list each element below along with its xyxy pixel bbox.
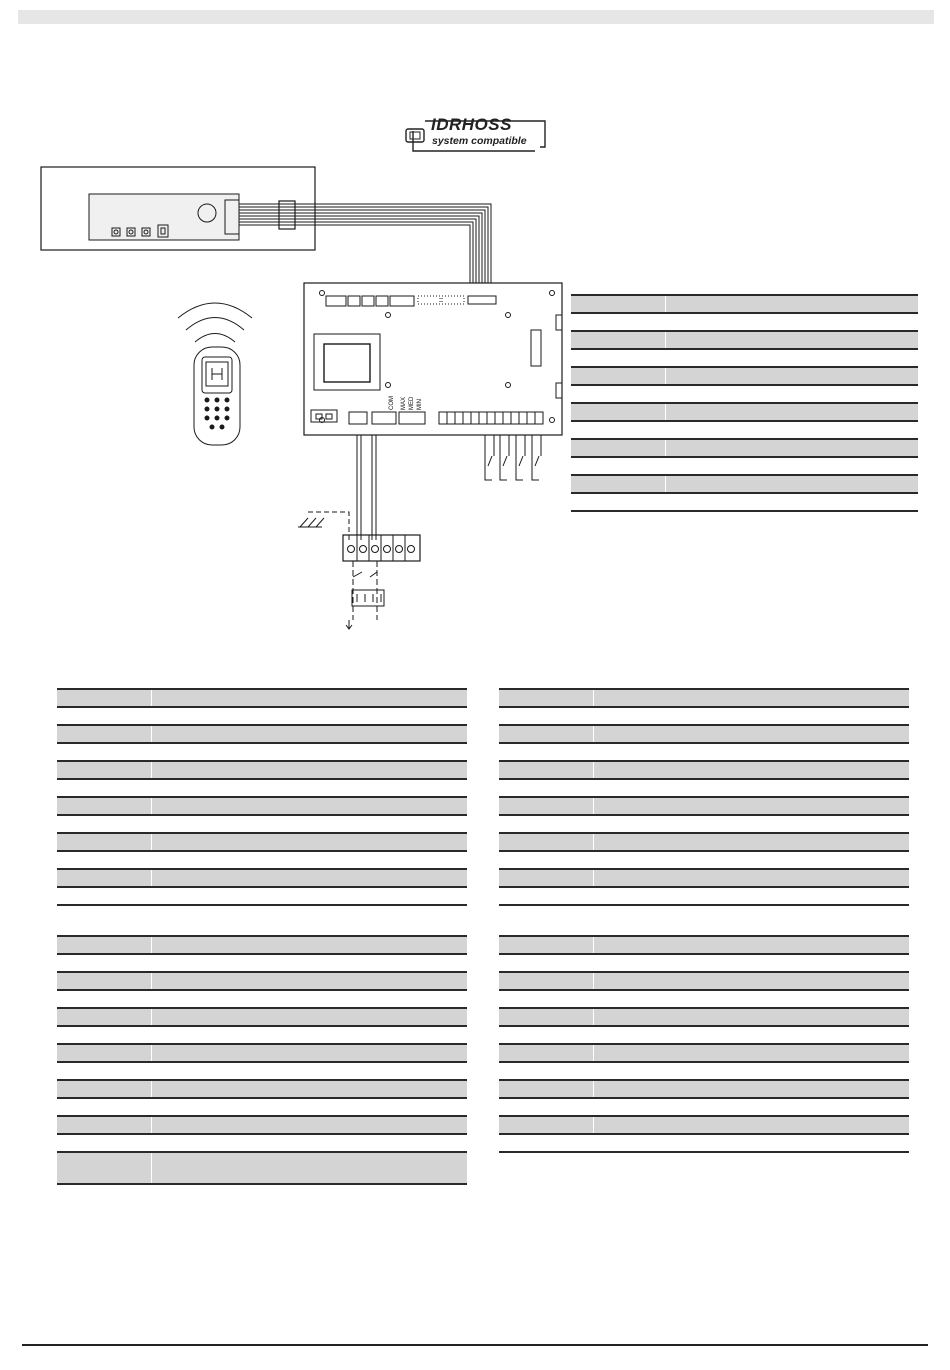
terminal-label-med: MED [409, 396, 415, 410]
input-terminal-strip [439, 412, 543, 424]
legend-table-left-top [57, 688, 467, 906]
legend-table-diagram [571, 294, 918, 512]
legend-table-left-bottom [57, 935, 467, 1185]
terminal-label-min: MIN [417, 399, 423, 410]
mains-terminal-block [343, 535, 420, 561]
legend-table-right-top [499, 688, 909, 906]
page-footer-rule [22, 1344, 928, 1346]
idrhoss-logo [405, 117, 550, 155]
ribbon-cable [239, 204, 491, 283]
terminal-label-max: MAX [401, 396, 407, 410]
logo-subtitle: system compatible [432, 135, 527, 147]
terminal-label-com: COM [389, 396, 395, 410]
remote-control [178, 303, 252, 445]
power-cable [357, 435, 376, 540]
legend-table-right-bottom [499, 935, 909, 1153]
logo-title: IDRHOSS [431, 115, 512, 134]
